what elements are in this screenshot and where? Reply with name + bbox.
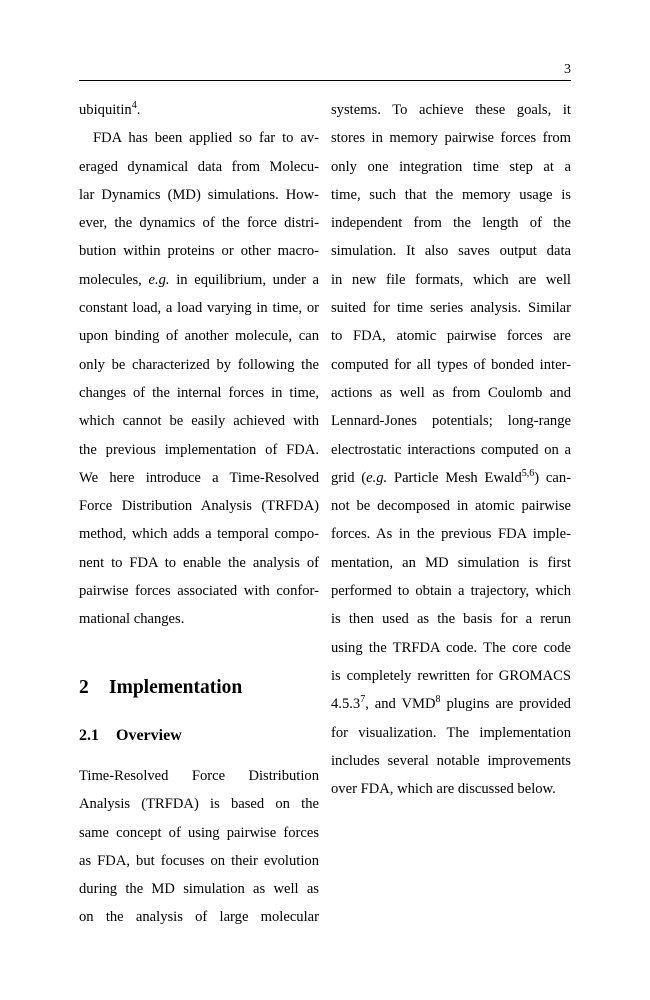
paragraph-line (331, 464, 571, 492)
page-number: 3 (564, 62, 571, 77)
paragraph-line: in new file formats, which are well (331, 271, 571, 288)
citation: 4 (131, 100, 137, 111)
paragraph-line: is then used as the basis for a rerun (331, 611, 571, 628)
paragraph-line: method, which adds a temporal compo- (79, 526, 319, 543)
subsection-title: Overview (116, 727, 182, 744)
section-heading (79, 674, 242, 702)
paragraph-line: Lennard-Jones potentials; long-range (331, 413, 571, 430)
paragraph-line: Force Distribution Analysis (TRFDA) (79, 498, 319, 515)
subsection-heading (79, 722, 182, 750)
paragraph-line: is completely rewritten for GROMACS (331, 667, 571, 684)
text: ) can- (534, 469, 571, 486)
text: . (136, 102, 141, 118)
citation: 8 (435, 694, 441, 706)
paragraph-line: independent from the length of the (331, 215, 571, 232)
paragraph-line: We here introduce a Time-Resolved (79, 469, 319, 486)
paragraph-line: changes of the internal forces in time, (79, 384, 319, 401)
paragraph-line: ever, the dynamics of the force distri- (79, 215, 319, 232)
italic-text: e.g. (148, 271, 170, 288)
text: molecules, (79, 271, 149, 288)
paragraph-line: electrostatic interactions computed on a (331, 441, 571, 458)
paragraph-line: stores in memory pairwise forces from (331, 130, 571, 147)
text: 4.5.3 (331, 696, 361, 713)
paragraph-line: mentation, an MD simulation is first (331, 554, 571, 571)
paragraph-line: systems. To achieve these goals, it (331, 102, 571, 118)
paragraph-line: includes several notable improvements (331, 752, 571, 769)
paragraph-line: suited for time series analysis. Similar (331, 300, 571, 317)
paragraph-line: bution within proteins or other macro- (79, 243, 319, 260)
paragraph-line: lar Dynamics (MD) simulations. How- (79, 186, 319, 203)
text: ubiquitin (79, 102, 132, 118)
paragraph-line: Analysis (TRFDA) is based on the (79, 796, 319, 813)
left-column (79, 96, 319, 634)
text: , and VMD (365, 696, 436, 713)
text: grid ( (331, 469, 367, 486)
paragraph-line: using the TRFDA code. The core code (331, 639, 571, 656)
paragraph-line: during the MD simulation as well as (79, 881, 319, 898)
paragraph-line: upon binding of another molecule, can (79, 328, 319, 345)
right-column (331, 96, 571, 803)
italic-text: e.g. (366, 469, 388, 486)
paragraph-line: only one integration time step at a (331, 158, 571, 175)
header-rule (79, 80, 571, 81)
citation: 5,6 (521, 467, 535, 479)
paragraph-line: eraged dynamical data from Molecu- (79, 158, 319, 175)
text: plugins are provided (440, 696, 571, 713)
citation: 7 (360, 694, 366, 706)
paragraph-line: same concept of using pairwise forces (79, 824, 319, 841)
paragraph-line: forces. As in the previous FDA imple- (331, 526, 571, 543)
paragraph-line: constant load, a load varying in time, or (79, 300, 319, 317)
paragraph-line: mational changes. (79, 611, 185, 628)
paragraph-line: over FDA, which are discussed below. (331, 781, 556, 798)
subsection-number: 2.1 (79, 727, 99, 744)
text: in equilibrium, under a (169, 271, 319, 288)
paragraph-line: FDA has been applied so far to av- (93, 130, 319, 147)
paragraph-line: time, such that the memory usage is (331, 186, 571, 203)
paragraph-line: performed to obtain a trajectory, which (331, 583, 571, 600)
paragraph-line: to FDA, atomic pairwise forces are (331, 328, 571, 345)
paragraph-line: Time-Resolved Force Distribution (79, 768, 319, 784)
paragraph-line: actions as well as from Coulomb and (331, 384, 571, 401)
paragraph-line: computed for all types of bonded inter- (331, 356, 571, 373)
paragraph-line: nent to FDA to enable the analysis of (79, 554, 319, 571)
overview-paragraph (79, 762, 319, 932)
paragraph-line (79, 266, 319, 294)
section-title: Implementation (109, 677, 243, 698)
paragraph-line: which cannot be easily achieved with (79, 413, 319, 430)
paragraph-line (79, 96, 319, 124)
paragraph-line (331, 690, 571, 718)
paragraph-line: the previous implementation of FDA. (79, 441, 319, 458)
paragraph-line: as FDA, but focuses on their evolution (79, 852, 319, 869)
paragraph-line: on the analysis of large molecular (79, 909, 319, 926)
section-number: 2 (79, 677, 89, 698)
paragraph-line: only be characterized by following the (79, 356, 319, 373)
paragraph-line: simulation. It also saves output data (331, 243, 571, 260)
paragraph-line: for visualization. The implementation (331, 724, 571, 741)
paragraph-line: not be decomposed in atomic pairwise (331, 498, 571, 515)
text: Particle Mesh Ewald (387, 469, 522, 486)
paragraph-line: pairwise forces associated with confor- (79, 583, 319, 600)
